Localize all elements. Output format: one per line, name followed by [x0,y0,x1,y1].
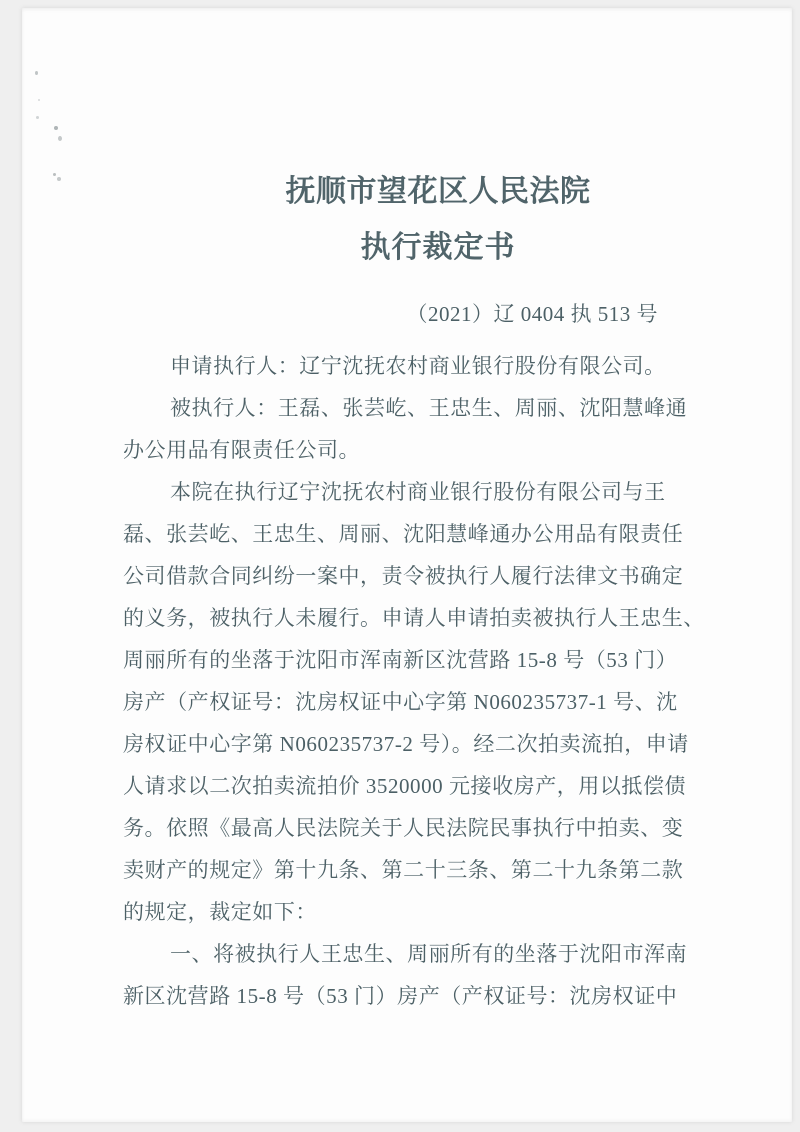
scan-speckle [36,116,39,119]
body-line: 人请求以二次拍卖流拍价 3520000 元接收房产，用以抵偿债 [123,774,687,798]
body-line: 务。依照《最高人民法院关于人民法院民事执行中拍卖、变 [123,816,684,840]
body-line: 磊、张芸屹、王忠生、周丽、沈阳慧峰通办公用品有限责任 [123,522,684,546]
body-line: 卖财产的规定》第十九条、第二十三条、第二十九条第二款 [123,858,684,882]
court-name-title: 抚顺市望花区人民法院 [285,175,591,208]
case-number: （2021）辽 0404 执 513 号 [406,302,658,326]
body-line: 房权证中心字第 N060235737-2 号）。经二次拍卖流拍，申请 [123,732,689,756]
body-line: 办公用品有限责任公司。 [123,438,361,462]
ruling-body [123,345,705,1017]
body-line: 周丽所有的坐落于沈阳市浑南新区沈营路 15-8 号（53 门） [123,648,678,672]
body-line: 公司借款合同纠纷一案中，责令被执行人履行法律文书确定 [123,564,684,588]
body-line: 本院在执行辽宁沈抚农村商业银行股份有限公司与王 [170,480,666,504]
scan-speckle [58,136,62,141]
scan-speckle [35,71,38,75]
body-line: 申请执行人：辽宁沈抚农村商业银行股份有限公司。 [170,354,666,378]
document-type-title: 执行裁定书 [360,231,516,264]
body-line: 的规定，裁定如下： [123,900,317,924]
document-page [22,8,792,1122]
scan-speckle [54,126,58,130]
body-line: 房产（产权证号：沈房权证中心字第 N060235737-1 号、沈 [123,690,678,714]
body-line: 被执行人：王磊、张芸屹、王忠生、周丽、沈阳慧峰通 [170,396,688,420]
body-line: 新区沈营路 15-8 号（53 门）房产（产权证号：沈房权证中 [123,984,678,1008]
body-line: 的义务，被执行人未履行。申请人申请拍卖被执行人王忠生、 [123,606,705,630]
scan-speckle [38,99,40,101]
body-line: 一、将被执行人王忠生、周丽所有的坐落于沈阳市浑南 [170,942,688,966]
